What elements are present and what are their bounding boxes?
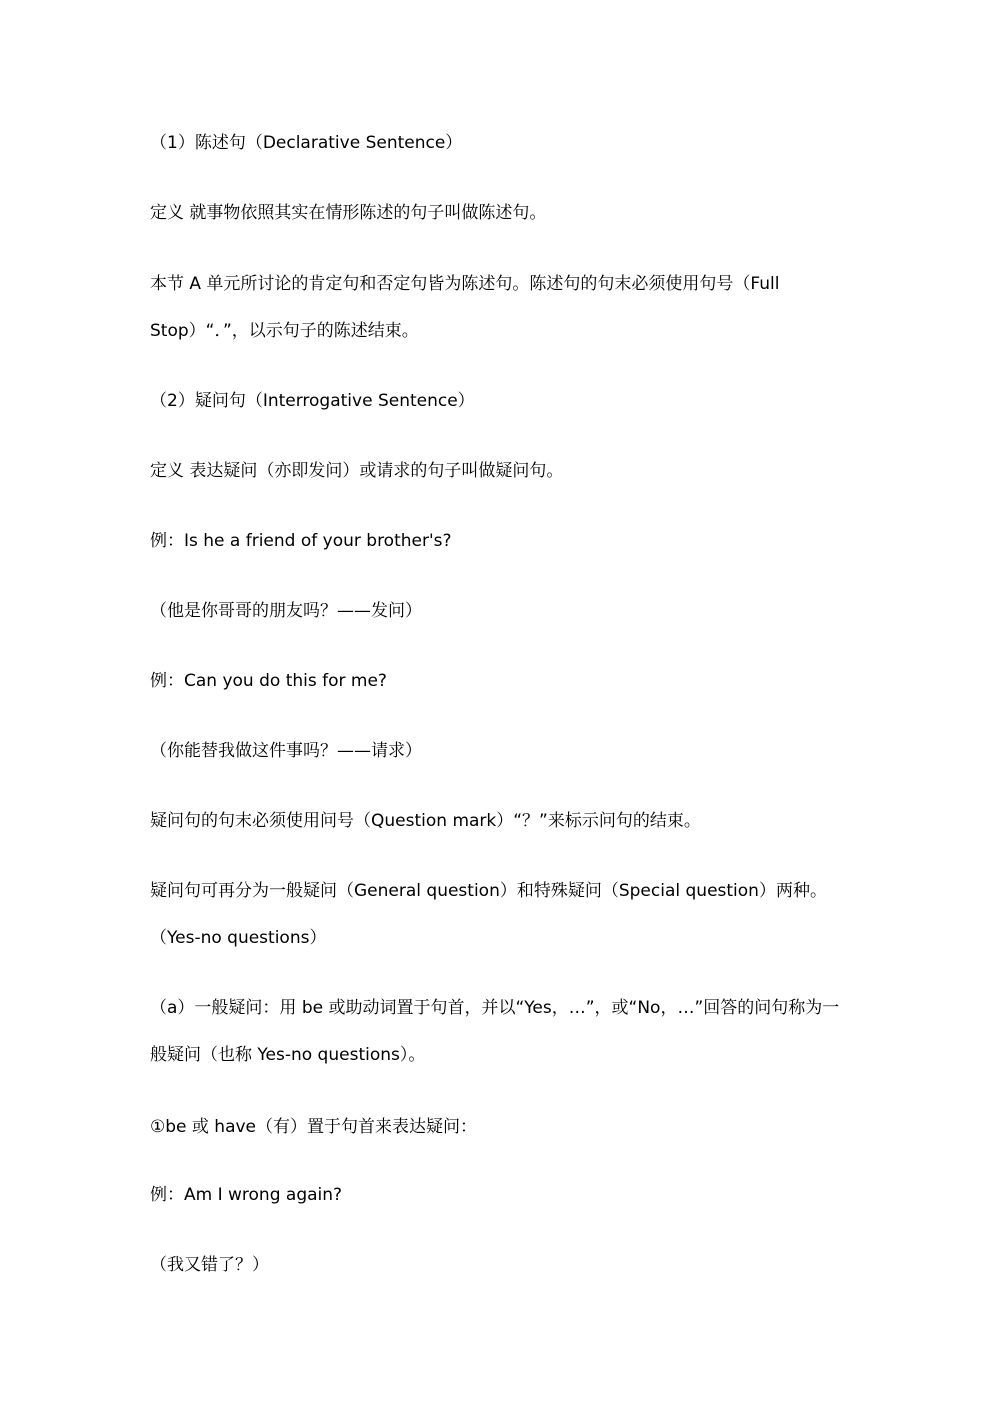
paragraph-line: （Yes-no questions） xyxy=(150,928,327,948)
subsection-heading: ①be 或 have（有）置于句首来表达疑问： xyxy=(150,1117,478,1137)
paragraph-line: 本节 A 单元所讨论的肯定句和否定句皆为陈述句。陈述句的句末必须使用句号（Full xyxy=(150,274,780,294)
example-line: 例：Is he a friend of your brother's? xyxy=(150,531,452,551)
section-heading-interrogative: （2）疑问句（Interrogative Sentence） xyxy=(150,391,475,411)
example-translation: （我又错了？） xyxy=(150,1255,269,1275)
example-translation: （他是你哥哥的朋友吗？——发问） xyxy=(150,601,422,621)
definition-interrogative: 定义 表达疑问（亦即发问）或请求的句子叫做疑问句。 xyxy=(150,461,564,481)
section-heading-declarative: （1）陈述句（Declarative Sentence） xyxy=(150,133,463,153)
paragraph-line: 疑问句的句末必须使用问号（Question mark）“？”来标示问句的结束。 xyxy=(150,811,701,831)
example-line: 例：Am I wrong again? xyxy=(150,1185,343,1205)
paragraph-line: 疑问句可再分为一般疑问（General question）和特殊疑问（Special question）两种。 xyxy=(150,881,827,901)
paragraph-line: Stop）“．”，以示句子的陈述结束。 xyxy=(150,321,419,341)
definition-declarative: 定义 就事物依照其实在情形陈述的句子叫做陈述句。 xyxy=(150,203,547,223)
example-line: 例：Can you do this for me? xyxy=(150,671,387,691)
paragraph-line: 般疑问（也称 Yes-no questions）。 xyxy=(150,1045,426,1065)
paragraph-line: （a）一般疑问：用 be 或助动词置于句首，并以“Yes，…”，或“No，…”回答的问句称为一 xyxy=(150,998,840,1018)
example-translation: （你能替我做这件事吗？——请求） xyxy=(150,741,422,761)
